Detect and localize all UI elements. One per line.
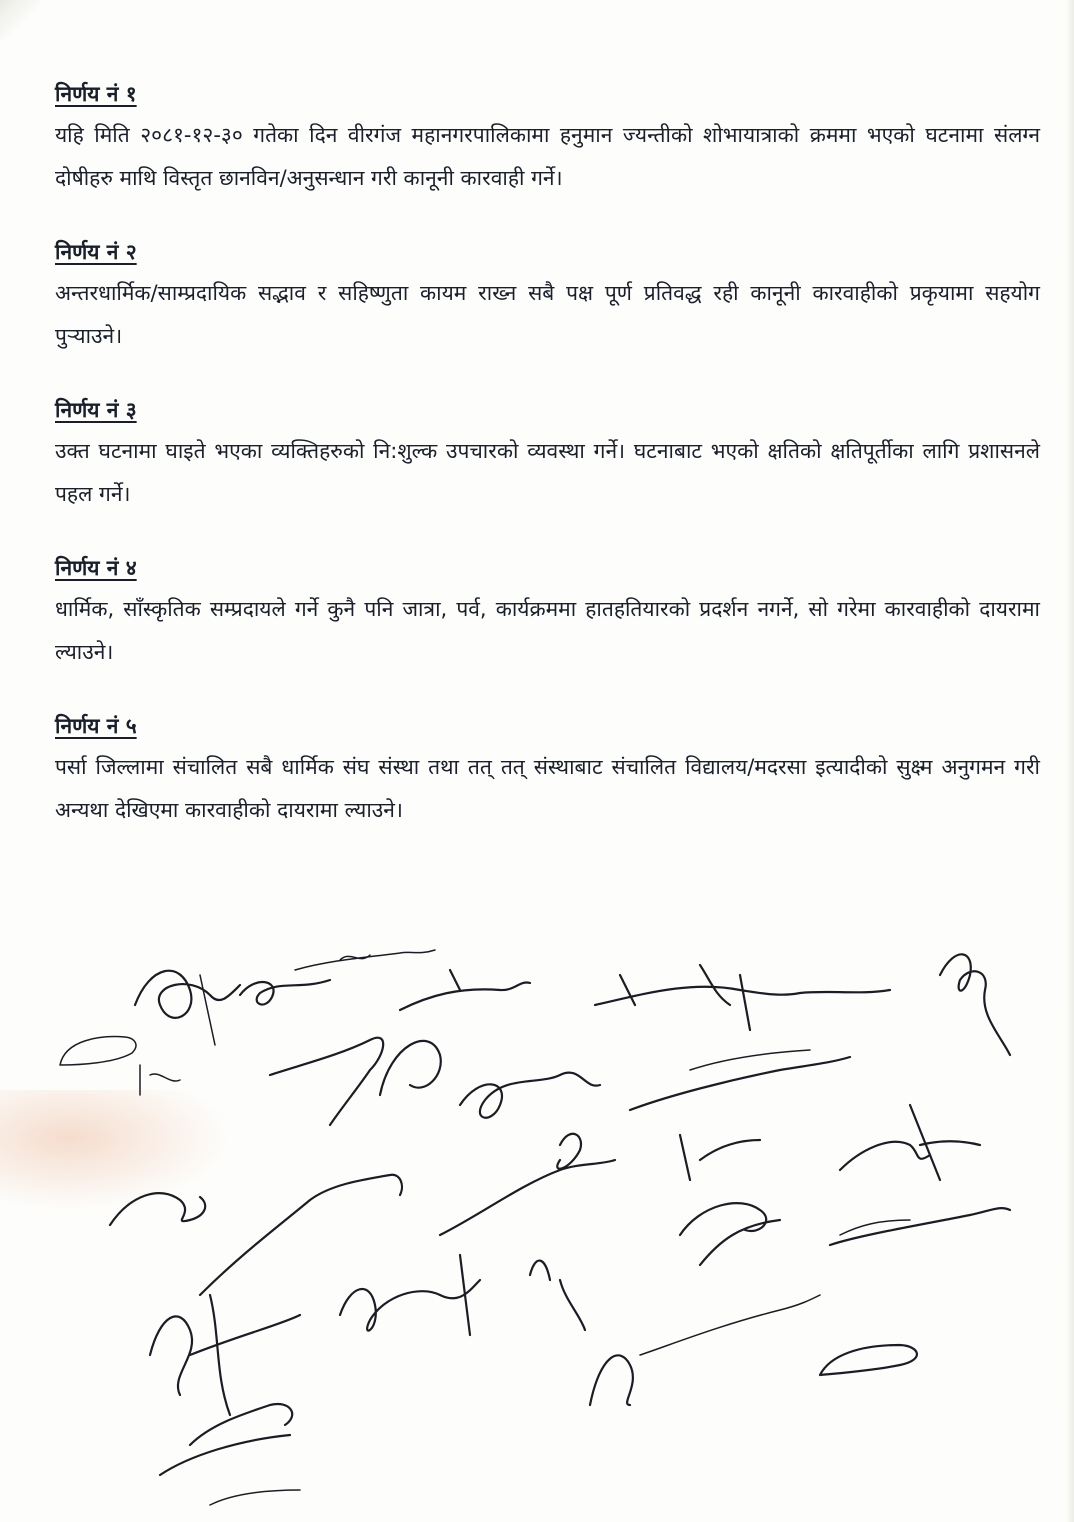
resolutions-list [55, 80, 1040, 870]
resolution-heading: निर्णय नं ३ [55, 398, 137, 422]
resolution-text: अन्तरधार्मिक/साम्प्रदायिक सद्भाव र सहिष्णुता कायम राख्न सबै पक्ष पूर्ण प्रतिवद्ध रही कानूनी कारवाहीको प्रकृयामा सहयोग पुऱ्याउने। [55, 281, 1040, 348]
resolution-heading: निर्णय नं १ [55, 82, 137, 106]
resolution-heading: निर्णय नं ४ [55, 556, 137, 580]
signature [110, 1193, 205, 1225]
resolution-text: पर्सा जिल्लामा संचालित सबै धार्मिक संघ संस्था तथा तत् तत् संस्थाबाट संचालित विद्यालय/मदरसा इत्यादीको सुक्ष्म अनुगमन गरी अन्यथा देखिएमा कारवाहीको दायरामा ल्याउने। [55, 755, 1040, 822]
signature [530, 1261, 585, 1330]
signature [135, 971, 240, 1045]
signature [200, 1175, 402, 1295]
signature [150, 1295, 300, 1415]
signature [630, 1050, 850, 1110]
resolution-2 [55, 238, 1040, 358]
signature [680, 1135, 760, 1180]
signature [680, 1203, 780, 1265]
signature [590, 1295, 820, 1405]
signature [440, 1134, 615, 1235]
signature [340, 1255, 480, 1335]
signature [830, 1208, 1010, 1245]
signature [840, 1105, 980, 1180]
signature [160, 1404, 300, 1505]
resolution-5 [55, 712, 1040, 832]
signature [460, 1073, 600, 1118]
resolution-heading: निर्णय नं ५ [55, 714, 137, 738]
signature-block [40, 935, 1050, 1520]
signature [595, 965, 890, 1030]
signature [400, 970, 530, 1010]
resolution-4 [55, 554, 1040, 674]
resolution-heading: निर्णय नं २ [55, 240, 137, 264]
resolution-text: धार्मिक, साँस्कृतिक सम्प्रदायले गर्ने कुनै पनि जात्रा, पर्व, कार्यक्रममा हातहतियारको प्रदर्शन नगर्ने, सो गरेमा कारवाहीको दायरामा ल्याउने। [55, 597, 1040, 664]
signature [940, 954, 1010, 1055]
signature [295, 950, 435, 970]
paper-edge-shade [1066, 0, 1074, 1522]
resolution-1 [55, 80, 1040, 200]
signature [820, 1345, 917, 1375]
paper-fold-mark [0, 0, 40, 40]
resolution-3 [55, 396, 1040, 516]
resolution-text: यहि मिति २०८१-१२-३० गतेका दिन वीरगंज महानगरपालिकामा हनुमान ज्यन्तीको शोभायात्राको क्रममा भएको घटनामा संलग्न दोषीहरु माथि विस्तृत छानविन/अनुसन्धान गरी कानूनी कारवाही गर्ने। [55, 123, 1040, 190]
resolution-text: उक्त घटनामा घाइते भएका व्यक्तिहरुको नि:शुल्क उपचारको व्यवस्था गर्ने। घटनाबाट भएको क्षतिको क्षतिपूर्तीका लागि प्रशासनले पहल गर्ने। [55, 439, 1040, 506]
signature [240, 980, 330, 1005]
signature [270, 1038, 441, 1125]
handwritten-signatures [40, 935, 1050, 1520]
signature [60, 1037, 180, 1095]
